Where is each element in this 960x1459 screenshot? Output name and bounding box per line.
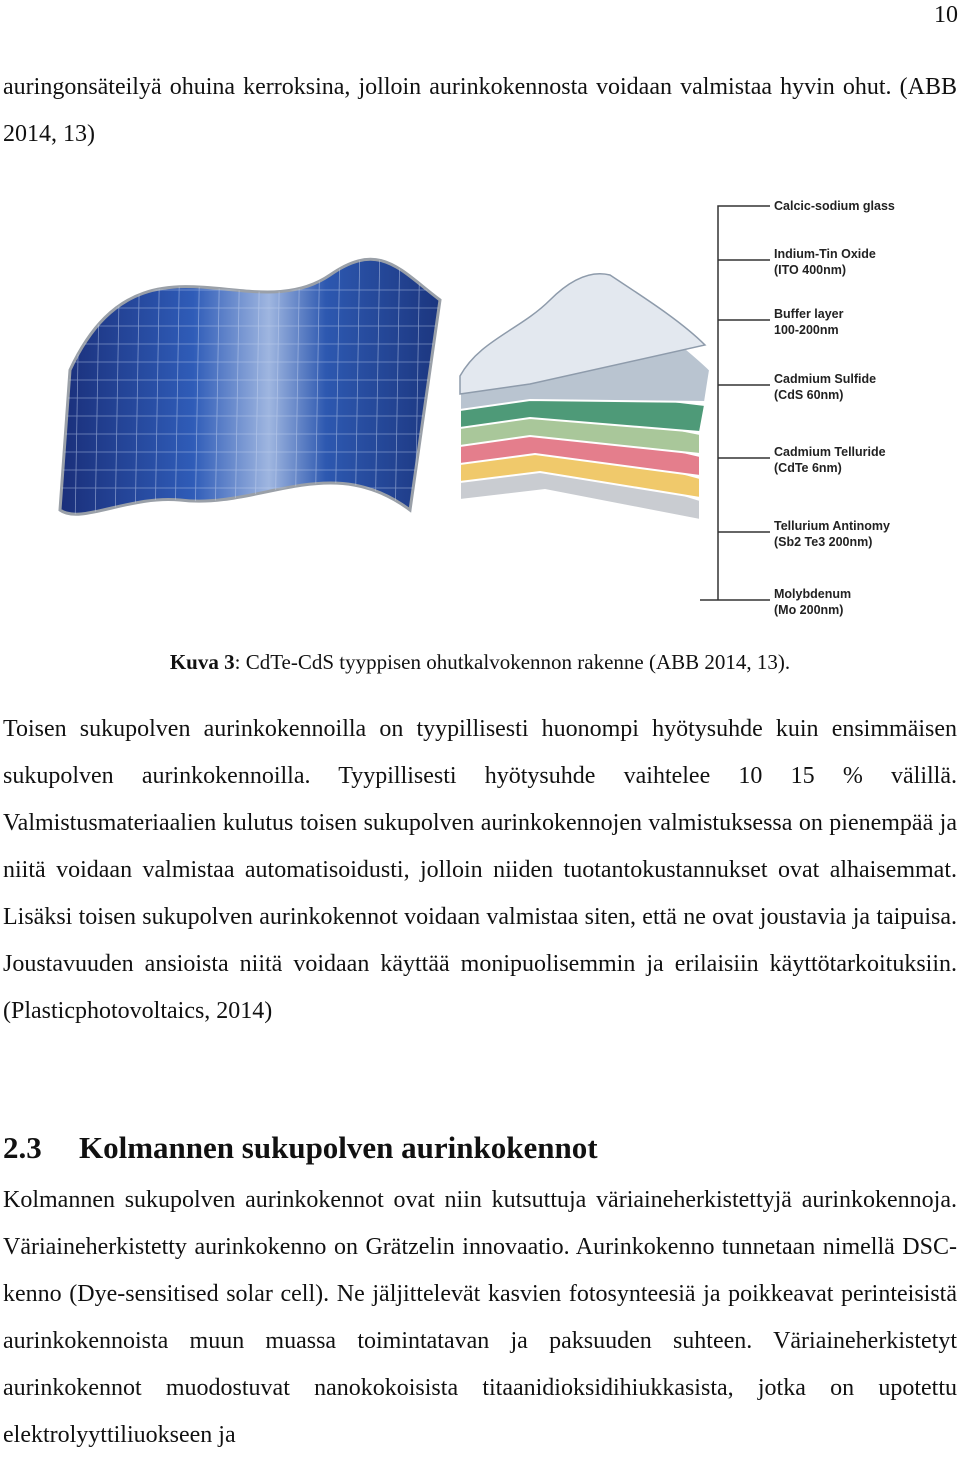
section-heading xyxy=(3,1126,598,1170)
svg-text:Indium-Tin Oxide xyxy=(774,247,876,261)
layer-label: Cadmium Telluride xyxy=(774,445,886,459)
layer-label: Tellurium Antinomy xyxy=(774,519,890,533)
page-number: 10 xyxy=(934,2,958,28)
svg-text:Cadmium Sulfide xyxy=(774,372,876,386)
svg-text:100-200nm xyxy=(774,323,839,337)
caption-label: Kuva 3 xyxy=(169,650,235,674)
svg-text:Calcic-sodium glass xyxy=(774,199,895,213)
svg-text:Tellurium Antinomy xyxy=(774,519,890,533)
intro-paragraph: auringonsäteilyä ohuina kerroksina, jolloin aurinkokennosta voidaan valmistaa hyvin ohut. (ABB 2014, 13) xyxy=(3,74,957,147)
layer-label: Indium-Tin Oxide xyxy=(774,247,876,261)
layer-label: Molybdenum xyxy=(774,587,852,601)
layer-detail: (Mo 200nm) xyxy=(774,603,844,617)
layer-label: Calcic-sodium glass xyxy=(774,199,895,213)
svg-text:(CdS 60nm) xyxy=(774,388,843,402)
svg-text:Buffer layer xyxy=(774,307,844,321)
layer-detail: (Sb2 Te3 200nm) xyxy=(774,535,873,549)
layer-stack xyxy=(460,274,710,520)
thin-film-cell-figure xyxy=(0,180,960,630)
section-title: Kolmannen sukupolven aurinkokennot xyxy=(79,1130,598,1165)
svg-text:Cadmium Telluride xyxy=(774,445,886,459)
body-paragraph-1: Toisen sukupolven aurinkokennoilla on tyypillisesti huonompi hyötysuhde kuin ensimmäisen sukupolven aurinkokennoilla. Tyypillisesti hyötysuhde vaihtelee 10 15 % välillä. Valmistusmateriaalien kulutus toisen sukupolven aurinkokennojen valmistuksessa on pienempää ja niitä voidaan valmistaa automatisoidusti, jolloin niiden tuotantokustannukset ovat alhaisemmat. Lisäksi toisen sukupolven aurinkokennot voidaan valmistaa siten, että ne ovat joustavia ja taipuisa. Joustavuuden ansioista niitä voidaan käyttää monipuolisemmin ja erilaisiin käyttötarkoituksiin. (Plasticphotovoltaics, 2014) xyxy=(3,716,957,1024)
layer-label: Cadmium Sulfide xyxy=(774,372,877,386)
layer-detail: (CdS 60nm) xyxy=(774,388,844,402)
solar-panel xyxy=(60,259,440,514)
caption-text: : CdTe-CdS tyyppisen ohutkalvokennon rakenne (ABB 2014, 13). xyxy=(234,650,791,674)
svg-text:(Mo 200nm) xyxy=(774,603,843,617)
leader-lines xyxy=(700,206,770,600)
svg-text:Molybdenum xyxy=(774,587,851,601)
svg-text:(ITO 400nm) xyxy=(774,263,846,277)
body-paragraph-2: Kolmannen sukupolven aurinkokennot ovat niin kutsuttuja väriaineherkistettyjä aurinkokennoja. Väriaineherkistetty aurinkokenno on Grätzelin innovaatio. Aurinkokenno tunnetaan nimellä DSC-kenno (Dye-sensitised solar cell). Ne jäljittelevät kasvien fotosynteesiä ja poikkeavat perinteisistä aurinkokennoista muun muassa toimintatavan ja paksuuden suhteen. Väriaineherkistetyt aurinkokennot muodostuvat nanokokoisista titaanidioksidihiukkasista, jotka on upotettu elektrolyyttiliuokseen ja xyxy=(3,1187,957,1448)
section-number: 2.3 xyxy=(3,1130,42,1165)
layer-detail: (ITO 400nm) xyxy=(774,263,847,277)
cell-structure-illustration xyxy=(0,180,960,630)
figure-caption xyxy=(0,648,960,676)
svg-text:(Sb2 Te3 200nm) xyxy=(774,535,872,549)
layer-detail: 100-200nm xyxy=(774,323,839,337)
layer-label: Buffer layer xyxy=(774,307,844,321)
svg-text:(CdTe 6nm) xyxy=(774,461,842,475)
layer-detail: (CdTe 6nm) xyxy=(774,461,842,475)
